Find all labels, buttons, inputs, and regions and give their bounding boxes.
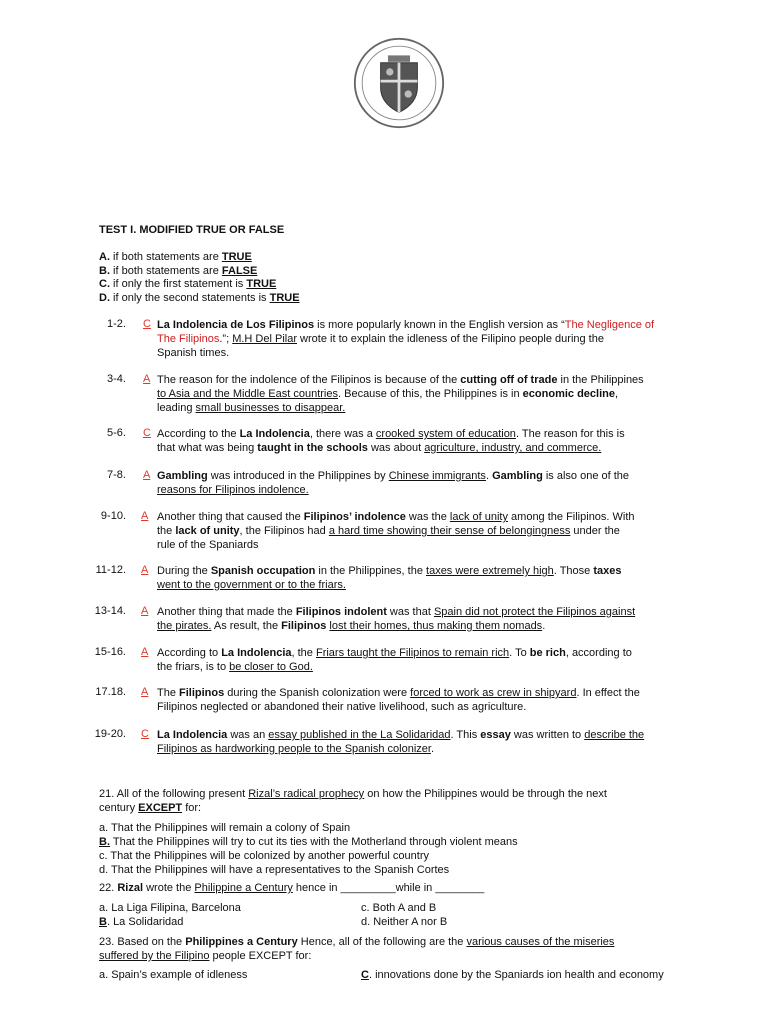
- text-run: .: [485, 470, 493, 482]
- text-run: be rich: [529, 647, 566, 659]
- item-text-line: [157, 578, 717, 592]
- item-text-line: [157, 387, 717, 401]
- item-answer: C: [143, 427, 151, 439]
- text-run: was an: [227, 729, 269, 741]
- text-run: lost their homes, thus making them nomads: [329, 620, 543, 632]
- question-21-option: [99, 821, 719, 835]
- legend-key: FALSE: [221, 264, 258, 277]
- item-text-line: [157, 427, 717, 441]
- text-run: La Indolencia: [157, 729, 228, 741]
- text-run: describe the: [584, 729, 645, 741]
- text-run: be closer to God.: [229, 661, 313, 673]
- text-run: The Filipinos: [157, 333, 220, 345]
- item-answer: A: [141, 646, 149, 658]
- text-run: to Asia and the Middle East countries: [157, 388, 338, 400]
- item-number: 17.18.: [95, 686, 126, 698]
- text-run: small businesses to disappear.: [195, 402, 346, 414]
- legend-row: [99, 292, 300, 306]
- item-answer: A: [141, 510, 149, 522]
- item-text-line: [157, 700, 717, 714]
- text-run: The reason for the indolence of the Filipinos is because of the: [157, 374, 461, 386]
- item-text-line: [157, 401, 717, 415]
- text-run: rule of the Spaniards: [157, 539, 259, 551]
- text-run: That the Philippines will try to cut its ties with the Motherland through violent means: [110, 836, 518, 848]
- legend-text: if both statements are: [110, 264, 222, 277]
- text-run: Filipinos’ indolence: [303, 511, 406, 523]
- question-23-line: [99, 949, 719, 963]
- text-run: The Negligence of: [564, 319, 655, 331]
- item-text-line: [157, 564, 717, 578]
- text-run: taxes: [593, 565, 622, 577]
- item-text-line: [157, 346, 717, 360]
- legend-key: TRUE: [246, 278, 277, 290]
- text-run: . The reason for this is: [515, 428, 625, 440]
- item-text-line: [157, 483, 717, 497]
- text-run: La Indolencia: [221, 647, 292, 659]
- question-23-line: [99, 935, 719, 949]
- text-run: Spanish times.: [157, 347, 230, 359]
- question-21-line: [99, 787, 719, 801]
- text-run: wrote it to explain the idleness of the Filipino people during the: [297, 333, 604, 345]
- item-number: 19-20.: [94, 728, 126, 740]
- text-run: .: [542, 620, 546, 632]
- item-text-line: [157, 686, 717, 700]
- text-run: was that: [386, 606, 434, 618]
- text-run: agriculture, industry, and commerce.: [424, 442, 602, 454]
- text-run: people EXCEPT for:: [209, 950, 312, 962]
- text-run: c. That the Philippines will be colonized by another powerful country: [99, 850, 429, 862]
- text-run: is more popularly known in the English version as “: [314, 319, 565, 331]
- text-run: Filipinos neglected or abandoned their native livelihood, such as agriculture.: [157, 701, 527, 713]
- text-run: among the Filipinos. With: [507, 511, 635, 523]
- text-run: , there was a: [309, 428, 376, 440]
- text-run: , the Filipinos had: [239, 525, 329, 537]
- text-run: essay: [480, 729, 511, 741]
- item-text-line: [157, 538, 717, 552]
- legend-letter: A.: [99, 251, 110, 263]
- text-run: M.H Del Pilar: [232, 333, 297, 345]
- item-text-line: [157, 441, 717, 455]
- text-run: Spanish occupation: [210, 565, 316, 577]
- text-run: Rizal: [117, 882, 144, 894]
- item-answer: A: [143, 469, 151, 481]
- text-run: According to: [157, 647, 222, 659]
- item-answer: A: [141, 605, 149, 617]
- text-run: , according to: [565, 647, 632, 659]
- legend-row: [99, 265, 300, 279]
- item-text-line: [157, 605, 717, 619]
- legend-key: TRUE: [221, 251, 252, 263]
- text-run: La Indolencia: [239, 428, 310, 440]
- legend-key: TRUE: [269, 291, 300, 304]
- question-22-option: [361, 901, 436, 915]
- question-23-option: [361, 968, 664, 982]
- item-number: 15-16.: [94, 646, 126, 658]
- text-run: .”;: [219, 333, 233, 345]
- text-run: for:: [182, 802, 202, 814]
- text-run: lack of unity: [449, 511, 508, 523]
- text-run: 23. Based on the: [99, 936, 186, 948]
- text-run: was the: [405, 511, 450, 523]
- item-text-line: [157, 318, 717, 332]
- text-run: Rizal’s radical prophecy: [248, 788, 365, 800]
- text-run: Another thing that made the: [157, 606, 296, 618]
- text-run: forced to work as crew in shipyard: [410, 687, 577, 699]
- text-run: in the Philippines: [557, 374, 644, 386]
- text-run: La Indolencia de Los Filipinos: [157, 319, 315, 331]
- text-run: Chinese immigrants: [388, 470, 486, 482]
- item-answer: C: [141, 728, 149, 740]
- text-run: essay published in the La Solidaridad: [268, 729, 451, 741]
- legend-row: [99, 278, 300, 292]
- text-run: . This: [450, 729, 481, 741]
- item-text-line: [157, 646, 717, 660]
- text-run: wrote the: [143, 882, 195, 894]
- text-run: was introduced in the Philippines by: [207, 470, 389, 482]
- text-run: . innovations done by the Spaniards ion health and economy: [368, 969, 664, 981]
- item-text-line: [157, 742, 717, 756]
- text-run: . Those: [553, 565, 594, 577]
- text-run: reasons for Filipinos indolence.: [157, 484, 309, 496]
- text-run: B: [99, 916, 107, 928]
- text-run: c. Both A and B: [361, 902, 437, 914]
- legend-text: if only the second statements is: [110, 291, 270, 304]
- item-answer: A: [141, 564, 149, 576]
- text-run: Gambling: [492, 470, 543, 482]
- text-run: , the: [291, 647, 316, 659]
- text-run: a. Spain’s example of idleness: [99, 969, 248, 981]
- item-answer: A: [143, 373, 151, 385]
- text-run: the friars, is to: [157, 661, 230, 673]
- legend-text: if both statements are: [110, 251, 222, 263]
- text-run: The: [157, 687, 180, 699]
- text-run: various causes of the miseries: [466, 936, 615, 948]
- legend-letter: B.: [99, 264, 110, 277]
- text-run: Spain did not protect the Filipinos against: [433, 606, 636, 618]
- text-run: . To: [509, 647, 530, 659]
- text-run: on how the Philippines would be through the next: [364, 788, 607, 800]
- text-run: cutting off of trade: [460, 374, 558, 386]
- text-run: was about: [367, 442, 425, 454]
- item-number: 13-14.: [94, 605, 126, 617]
- item-number: 7-8.: [107, 469, 126, 481]
- text-run: d. That the Philippines will have a representatives to the Spanish Cortes: [99, 864, 450, 876]
- question-21-option: [99, 849, 719, 863]
- text-run: taught in the schools: [257, 442, 368, 454]
- text-run: Filipinos: [281, 620, 327, 632]
- legend-letter: D.: [99, 291, 110, 304]
- item-text-line: [157, 524, 717, 538]
- text-run: suffered by the Filipino: [99, 950, 210, 962]
- text-run: C: [361, 969, 369, 981]
- text-run: went to the government or to the friars.: [157, 579, 346, 591]
- text-run: . In effect the: [576, 687, 640, 699]
- item-answer: A: [141, 686, 149, 698]
- text-run: Another thing that caused the: [157, 511, 304, 523]
- text-run: a. That the Philippines will remain a colony of Spain: [99, 822, 351, 834]
- text-run: EXCEPT: [138, 802, 183, 814]
- text-run: 21. All of the following present: [99, 788, 249, 800]
- text-run: taxes were extremely high: [426, 565, 554, 577]
- text-run: is also one of the: [542, 470, 630, 482]
- item-number: 9-10.: [100, 510, 126, 522]
- text-run: Filipinos as hardworking people to the Spanish colonizer: [157, 743, 431, 755]
- text-run: .: [430, 743, 435, 755]
- text-run: during the Spanish colonization were: [224, 687, 411, 699]
- text-run: leading: [157, 402, 196, 414]
- text-run: hence in _________while in ________: [292, 882, 485, 894]
- item-text-line: [157, 332, 717, 346]
- item-number: 5-6.: [107, 427, 126, 439]
- text-run: Philippines a Century: [185, 936, 298, 948]
- item-text-line: [157, 660, 717, 674]
- text-run: Filipinos indolent: [295, 606, 387, 618]
- text-run: . Because of this, the Philippines is in: [338, 388, 523, 400]
- text-run: in the Philippines, the: [315, 565, 427, 577]
- text-run: d. Neither A nor B: [361, 916, 448, 928]
- text-run: 22.: [99, 882, 118, 894]
- text-run: the pirates.: [157, 620, 212, 632]
- item-text-line: [157, 619, 717, 633]
- test-title: TEST I. MODIFIED TRUE OR FALSE: [99, 224, 285, 236]
- text-run: . La Solidaridad: [106, 916, 184, 928]
- text-run: under the: [570, 525, 620, 537]
- question-22-line: [99, 881, 719, 895]
- text-run: a. La Liga Filipina, Barcelona: [99, 902, 241, 914]
- legend-row: [99, 251, 300, 265]
- text-run: Hence, all of the following are the: [297, 936, 467, 948]
- question-21-option: [99, 863, 719, 877]
- text-run: crooked system of education: [375, 428, 516, 440]
- text-run: that what was being: [157, 442, 258, 454]
- text-run: Gambling: [157, 470, 208, 482]
- text-run: economic decline: [522, 388, 615, 400]
- item-number: 11-12.: [95, 564, 126, 576]
- text-run: During the: [157, 565, 211, 577]
- item-number: 1-2.: [107, 318, 126, 330]
- item-number: 3-4.: [107, 373, 126, 385]
- text-run: a hard time showing their sense of belongingness: [328, 525, 571, 537]
- text-run: the: [157, 525, 176, 537]
- text-run: According to the: [157, 428, 240, 440]
- legend-text: if only the first statement is: [110, 278, 247, 290]
- item-text-line: [157, 728, 717, 742]
- text-run: century: [99, 802, 139, 814]
- school-seal-logo: [353, 37, 445, 129]
- text-run: B.: [99, 836, 110, 848]
- item-text-line: [157, 510, 717, 524]
- legend-letter: C.: [99, 278, 110, 290]
- text-run: lack of unity: [175, 525, 240, 537]
- item-text-line: [157, 469, 717, 483]
- question-21-line: [99, 801, 719, 815]
- item-text-line: [157, 373, 717, 387]
- text-run: Philippine a Century: [194, 882, 293, 894]
- text-run: was written to: [510, 729, 585, 741]
- question-22-option: [361, 915, 447, 929]
- item-answer: C: [143, 318, 151, 330]
- answer-legend: [99, 251, 300, 305]
- text-run: Filipinos: [179, 687, 225, 699]
- text-run: ,: [614, 388, 619, 400]
- question-21-option: [99, 835, 719, 849]
- text-run: As result, the: [211, 620, 282, 632]
- text-run: Friars taught the Filipinos to remain rich: [315, 647, 510, 659]
